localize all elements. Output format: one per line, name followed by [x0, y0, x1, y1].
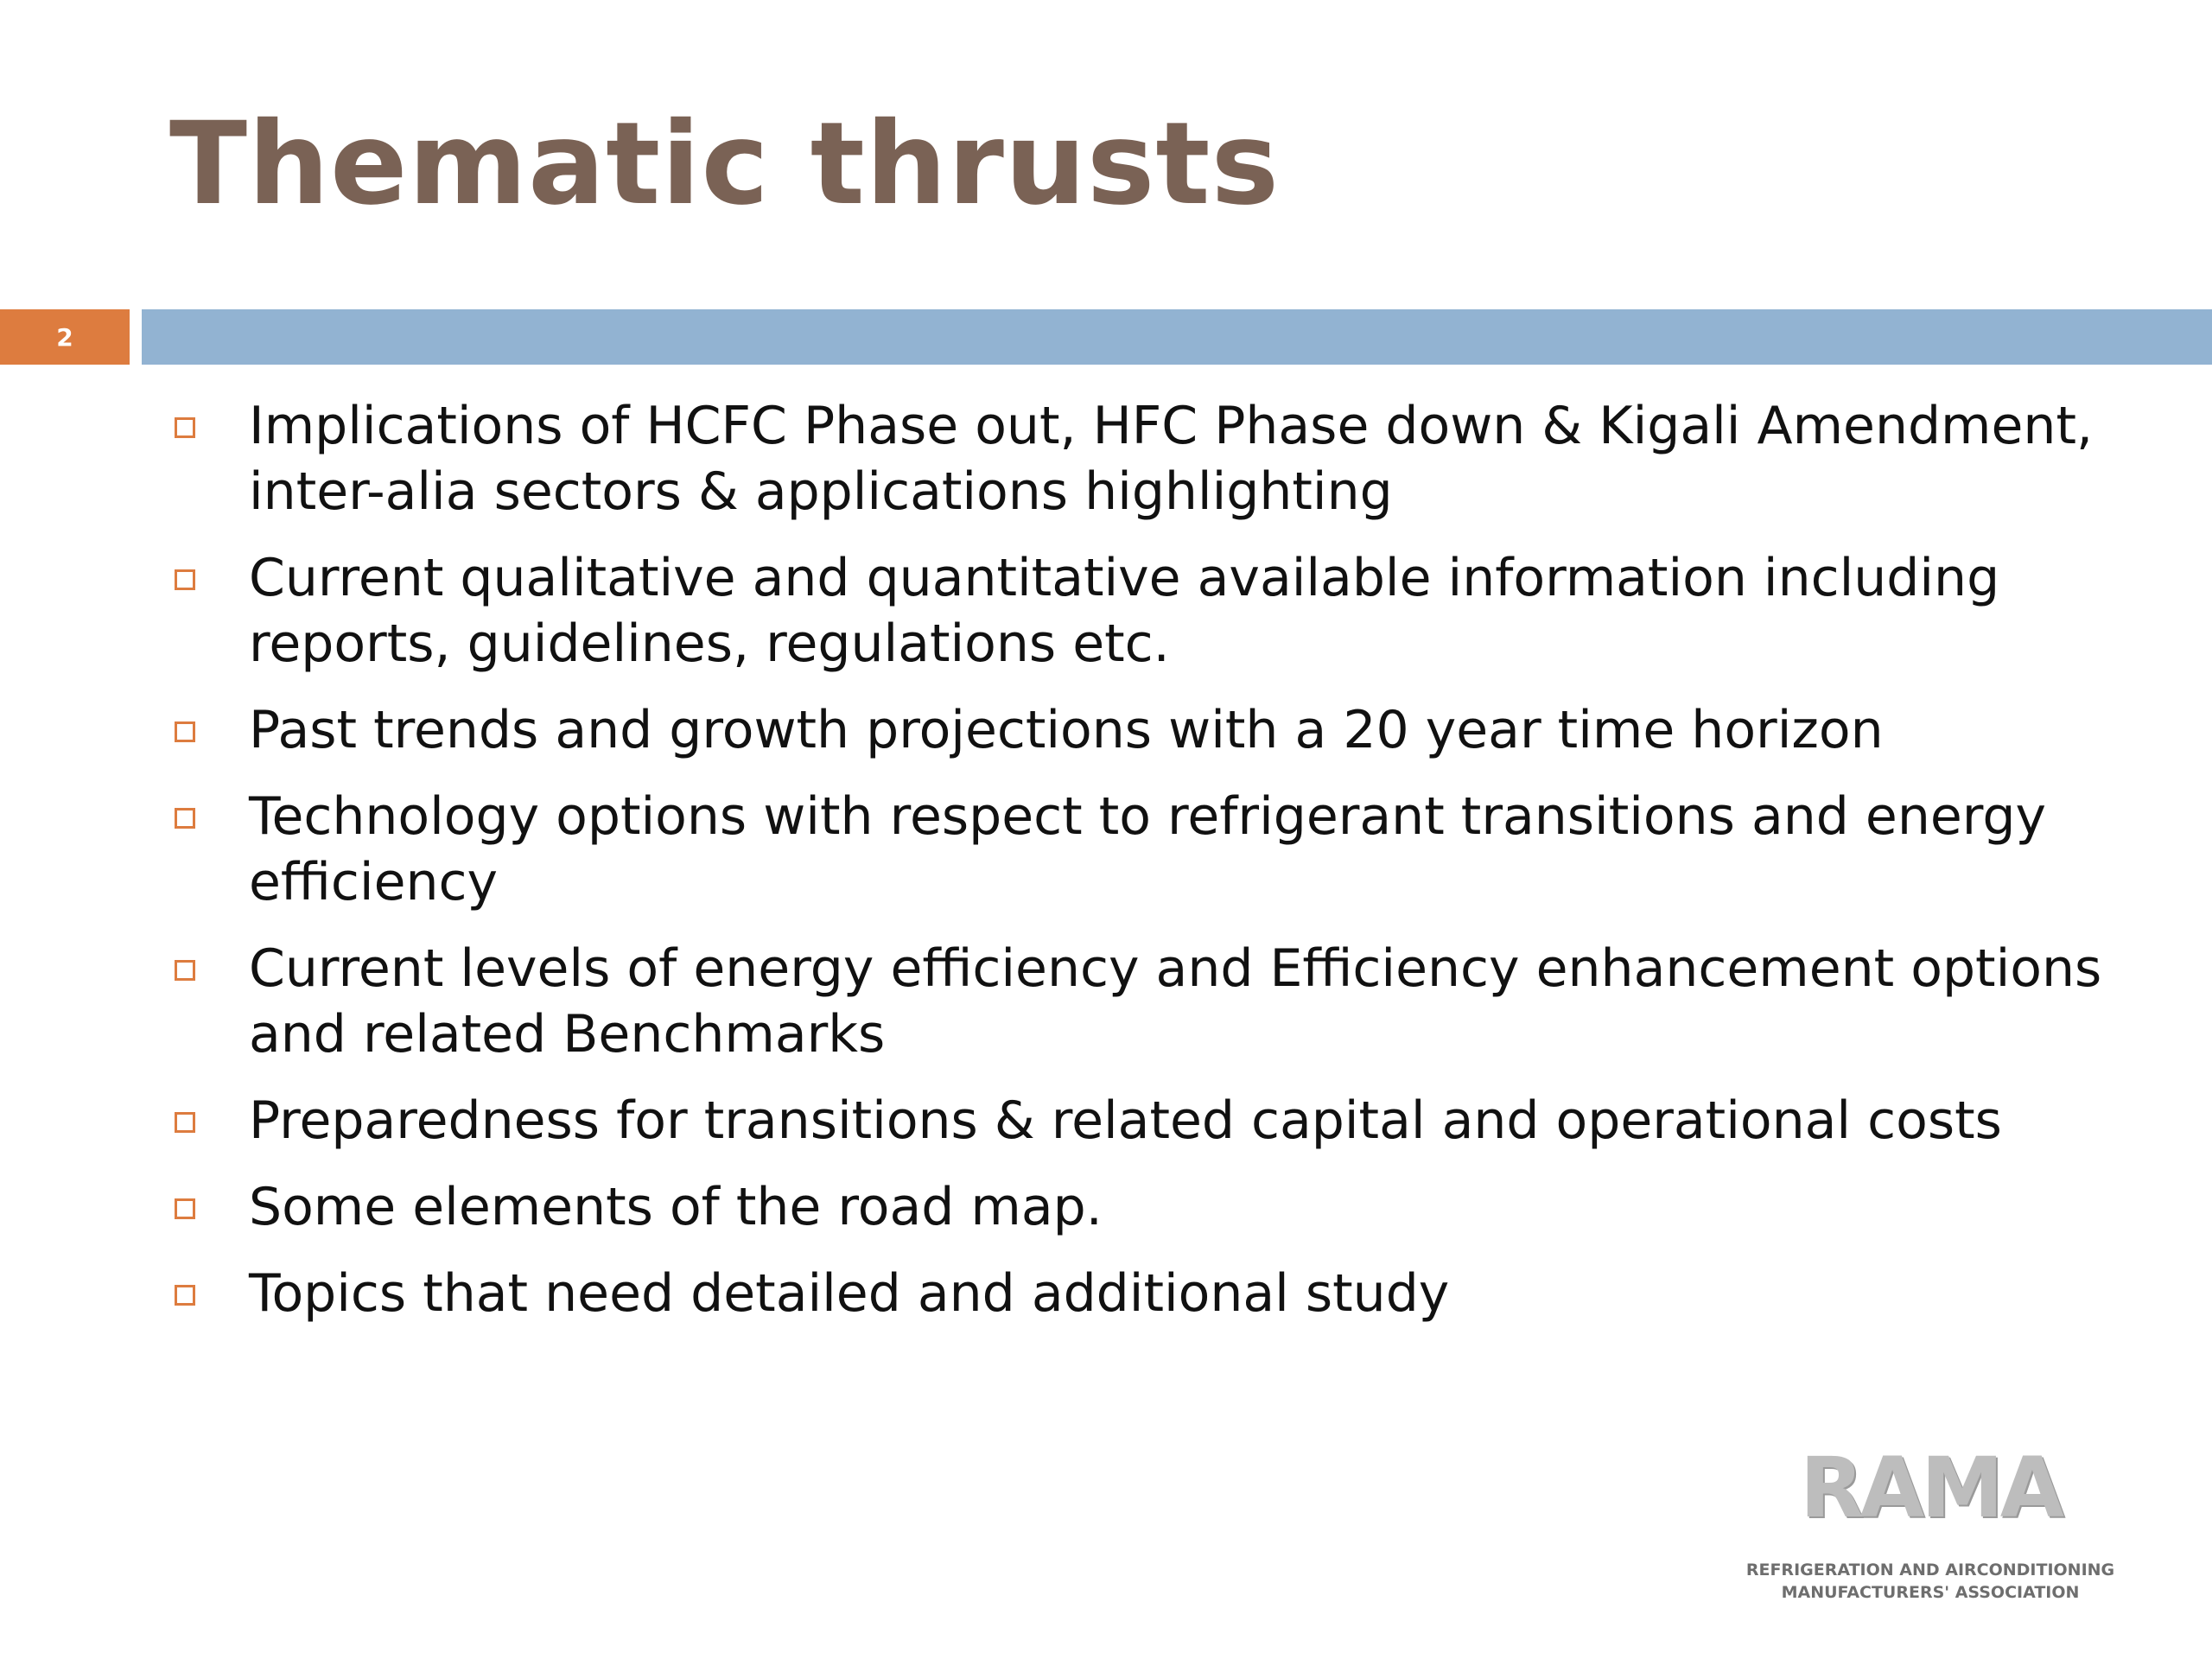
square-bullet-icon: [175, 960, 195, 981]
logo-subtitle-line-1: REFRIGERATION AND AIRCONDITIONING: [1745, 1560, 2115, 1580]
slide-number-badge: [0, 309, 130, 365]
bullet-text: Preparedness for transitions & related capital and operational costs: [249, 1090, 2002, 1151]
slide-title: Thematic thrusts: [169, 98, 1281, 231]
square-bullet-icon: [175, 1112, 195, 1133]
logo-subtitle-line-2: MANUFACTURERS' ASSOCIATION: [1781, 1583, 2080, 1602]
slide-number: 2: [56, 322, 73, 352]
square-bullet-icon: [175, 417, 195, 438]
bullet-item: [169, 784, 2131, 915]
bullet-item: [169, 1174, 2131, 1240]
bullet-text: Implications of HCFC Phase out, HFC Phase down & Kigali Amendment, inter-alia sectors & applications highlighting: [249, 396, 2094, 522]
bullet-item: [169, 936, 2131, 1067]
square-bullet-icon: [175, 808, 195, 829]
square-bullet-icon: [175, 569, 195, 590]
square-bullet-icon: [175, 1285, 195, 1306]
bullet-text: Past trends and growth projections with a 20 year time horizon: [249, 700, 1884, 760]
bullet-text: Topics that need detailed and additional study: [249, 1263, 1450, 1324]
logo-wordmark: RAMA: [1799, 1440, 2062, 1536]
bullet-text: Current qualitative and quantitative available information including reports, guidelines, regulations etc.: [249, 548, 2000, 674]
bullet-item: [169, 697, 2131, 763]
square-bullet-icon: [175, 721, 195, 742]
square-bullet-icon: [175, 1198, 195, 1219]
bullet-text: Technology options with respect to refrigerant transitions and energy efficiency: [249, 786, 2046, 912]
title-divider-bar: [142, 309, 2212, 365]
bullet-text: Some elements of the road map.: [249, 1177, 1103, 1237]
bullet-item: [169, 1261, 2131, 1326]
bullet-item: [169, 545, 2131, 677]
rama-logo: [1732, 1440, 2129, 1604]
bullet-item: [169, 393, 2131, 524]
bullet-list: [169, 393, 2131, 1347]
bullet-item: [169, 1088, 2131, 1154]
bullet-text: Current levels of energy efficiency and Efficiency enhancement options and related Benchmarks: [249, 938, 2102, 1065]
